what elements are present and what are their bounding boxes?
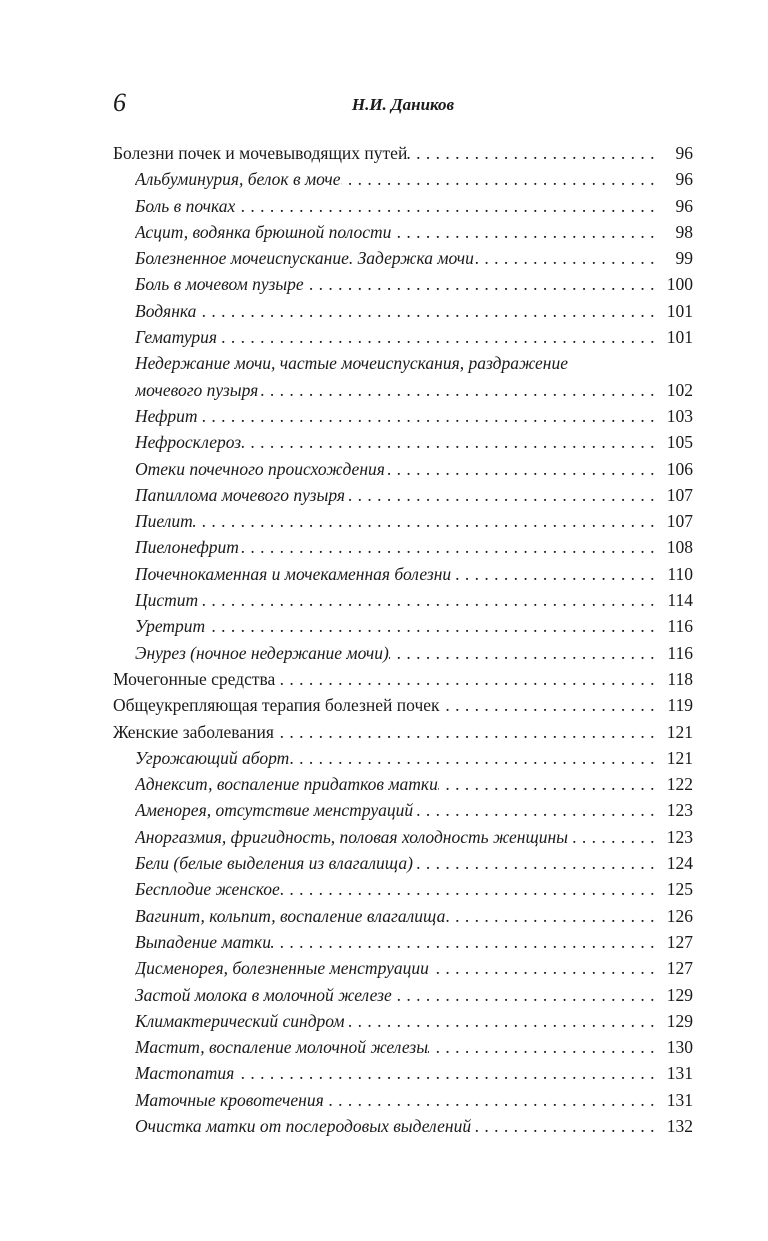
toc-entry-page: 130	[666, 1037, 693, 1058]
dot-leader	[440, 692, 659, 718]
dot-leader	[241, 429, 659, 455]
toc-entry-title: Мастит, воспаление молочной железы	[135, 1037, 429, 1058]
dot-leader	[258, 377, 659, 403]
toc-entry-title: Асцит, водянка брюшной полости	[135, 221, 392, 242]
toc-entry-title: Мочегонные средства	[113, 668, 276, 689]
toc-entry	[113, 508, 693, 534]
dot-leader	[407, 140, 659, 166]
toc-entry-title: Общеукрепляющая терапия болезней почек	[113, 695, 440, 716]
toc-entry	[113, 482, 693, 508]
toc-entry-title: Угрожающий аборт	[135, 747, 290, 768]
toc-entry	[113, 403, 693, 429]
toc-entry-title: Мастопатия	[135, 1063, 235, 1084]
toc-entry-page: 98	[675, 221, 693, 242]
toc-entry-page: 116	[667, 616, 693, 637]
toc-entry	[113, 1008, 693, 1034]
toc-entry-title: Гематурия	[135, 327, 218, 348]
toc-entry	[113, 1034, 693, 1060]
toc-entry-title-continued: Недержание мочи, частые мочеиспускания, раздражение	[135, 353, 568, 374]
dot-leader	[235, 193, 659, 219]
toc-entry-title: Болезни почек и мочевыводящих путей	[113, 143, 408, 163]
toc-entry-page: 107	[666, 484, 693, 505]
dot-leader	[385, 456, 659, 482]
toc-entry-page: 99	[675, 248, 693, 269]
toc-entry-title: Очистка матки от послеродовых выделений	[135, 1115, 472, 1136]
toc-entry-title: Водянка	[135, 300, 197, 321]
dot-leader	[205, 613, 659, 639]
toc-entry-title: Альбуминурия, белок в моче	[135, 169, 341, 190]
dot-leader	[471, 1113, 659, 1139]
dot-leader	[193, 508, 659, 534]
dot-leader	[568, 824, 659, 850]
dot-leader	[451, 561, 659, 587]
toc-entry-title: Энурез (ночное недержание мочи)	[135, 642, 389, 663]
toc-entry	[113, 140, 693, 166]
toc-entry	[113, 797, 693, 823]
toc-entry-title: Почечнокаменная и мочекаменная болезни	[135, 563, 452, 584]
dot-leader	[438, 771, 659, 797]
toc-entry-title: Пиелонефрит	[135, 537, 239, 558]
toc-entry-title: Нефрит	[135, 405, 198, 426]
toc-entry-page: 114	[667, 590, 693, 611]
toc-entry-title: Аднексит, воспаление придатков матки	[135, 774, 438, 795]
dot-leader	[239, 534, 659, 560]
toc-entry-page: 103	[666, 405, 693, 426]
toc-entry	[113, 692, 693, 718]
toc-entry-title: Бели (белые выделения из влагалища)	[135, 853, 413, 874]
dot-leader	[391, 219, 659, 245]
toc-entry-page: 100	[666, 274, 693, 295]
toc-entry-page: 108	[666, 537, 693, 558]
dot-leader	[413, 850, 659, 876]
toc-entry-page: 119	[667, 695, 693, 716]
toc-entry-page: 129	[666, 984, 693, 1005]
toc-entry	[113, 587, 693, 613]
toc-entry	[113, 429, 693, 455]
toc-entry-page: 107	[666, 511, 693, 532]
toc-entry	[113, 219, 693, 245]
toc-entry-title: Нефросклероз	[135, 432, 242, 453]
toc-entry-page: 123	[666, 826, 693, 847]
toc-entry	[113, 193, 693, 219]
toc-entry-page: 126	[666, 905, 693, 926]
toc-entry-title: Вагинит, кольпит, воспаление влагалища	[135, 905, 446, 926]
running-head: Н.И. Даников	[351, 95, 455, 114]
dot-leader	[271, 929, 659, 955]
toc-entry-title: Аменорея, отсутствие менструаций	[135, 800, 414, 821]
dot-leader	[217, 324, 659, 350]
toc-entry-page: 96	[675, 169, 693, 190]
toc-entry-page: 131	[666, 1089, 693, 1110]
toc-entry	[113, 298, 693, 324]
table-of-contents	[113, 140, 693, 1139]
dot-leader	[345, 1008, 659, 1034]
toc-entry	[113, 824, 693, 850]
toc-entry	[113, 640, 693, 666]
toc-entry-page: 124	[666, 853, 693, 874]
toc-entry-page: 122	[666, 774, 693, 795]
dot-leader	[413, 797, 659, 823]
page-number: 6	[113, 88, 126, 117]
toc-entry	[113, 561, 693, 587]
toc-entry-title: Отеки почечного происхождения	[135, 458, 385, 479]
toc-entry-title: Цистит	[135, 590, 199, 611]
toc-entry-page: 132	[666, 1115, 693, 1136]
toc-entry	[113, 929, 693, 955]
toc-entry	[113, 324, 693, 350]
toc-entry-title: Бесплодие женское	[135, 879, 280, 900]
toc-entry-page: 131	[666, 1063, 693, 1084]
toc-entry	[113, 771, 693, 797]
dot-leader	[345, 482, 659, 508]
dot-leader	[445, 903, 659, 929]
toc-entry-title: Аноргазмия, фригидность, половая холодность женщины	[135, 826, 568, 847]
toc-entry-title: Боль в почках	[135, 195, 236, 216]
toc-entry	[113, 377, 693, 403]
toc-entry	[113, 955, 693, 981]
toc-entry-page: 123	[666, 800, 693, 821]
dot-leader	[234, 1060, 659, 1086]
toc-entry-page: 121	[666, 747, 693, 768]
toc-entry	[113, 534, 693, 560]
toc-entry-page: 96	[675, 195, 693, 216]
toc-entry-page: 105	[666, 432, 693, 453]
toc-entry-page: 121	[666, 721, 693, 742]
dot-leader	[341, 166, 659, 192]
page-header	[113, 88, 693, 122]
toc-entry-title: Болезненное мочеиспускание. Задержка мочи	[135, 248, 474, 269]
dot-leader	[196, 298, 659, 324]
toc-entry-page: 110	[667, 563, 693, 584]
toc-entry-title: Боль в мочевом пузыре	[135, 274, 304, 295]
toc-entry	[113, 876, 693, 902]
dot-leader	[280, 876, 659, 902]
toc-entry-title: Дисменорея, болезненные менструации	[135, 958, 429, 979]
toc-entry-page: 127	[666, 931, 693, 952]
dot-leader	[428, 1034, 659, 1060]
dot-leader	[389, 640, 659, 666]
dot-leader	[274, 719, 659, 745]
toc-entry-title: Папиллома мочевого пузыря	[135, 484, 346, 505]
toc-entry-title: мочевого пузыря	[135, 379, 259, 400]
toc-entry-page: 118	[667, 668, 693, 689]
toc-entry	[113, 166, 693, 192]
toc-entry	[113, 666, 693, 692]
toc-entry	[113, 982, 693, 1008]
dot-leader	[304, 271, 659, 297]
toc-entry-title: Уретрит	[135, 616, 206, 637]
toc-entry	[113, 719, 693, 745]
toc-entry-page: 125	[666, 879, 693, 900]
toc-entry-page: 127	[666, 958, 693, 979]
dot-leader	[474, 245, 659, 271]
toc-entry	[113, 613, 693, 639]
dot-leader	[275, 666, 659, 692]
toc-entry	[113, 1113, 693, 1139]
toc-entry	[113, 245, 693, 271]
toc-entry	[113, 271, 693, 297]
toc-entry-title: Выпадение матки	[135, 931, 271, 952]
dot-leader	[392, 982, 659, 1008]
dot-leader	[324, 1087, 659, 1113]
toc-entry-title: Застой молока в молочной железе	[135, 984, 392, 1005]
toc-entry-title: Климактерический синдром	[135, 1010, 345, 1031]
toc-entry-page: 116	[667, 642, 693, 663]
toc-entry	[113, 456, 693, 482]
toc-entry	[113, 745, 693, 771]
toc-entry	[113, 903, 693, 929]
dot-leader	[289, 745, 659, 771]
toc-entry-title: Пиелит	[135, 511, 193, 532]
toc-entry-page: 102	[666, 379, 693, 400]
dot-leader	[198, 587, 659, 613]
toc-entry-page: 101	[666, 300, 693, 321]
toc-entry-page: 106	[666, 458, 693, 479]
toc-entry	[113, 1060, 693, 1086]
toc-entry-title: Женские заболевания	[113, 721, 274, 742]
toc-entry	[113, 850, 693, 876]
dot-leader	[198, 403, 659, 429]
toc-entry-page: 96	[675, 143, 693, 163]
dot-leader	[429, 955, 659, 981]
toc-entry-page: 101	[666, 327, 693, 348]
toc-entry-page: 129	[666, 1010, 693, 1031]
toc-entry-title: Маточные кровотечения	[135, 1089, 324, 1110]
toc-entry	[113, 1087, 693, 1113]
